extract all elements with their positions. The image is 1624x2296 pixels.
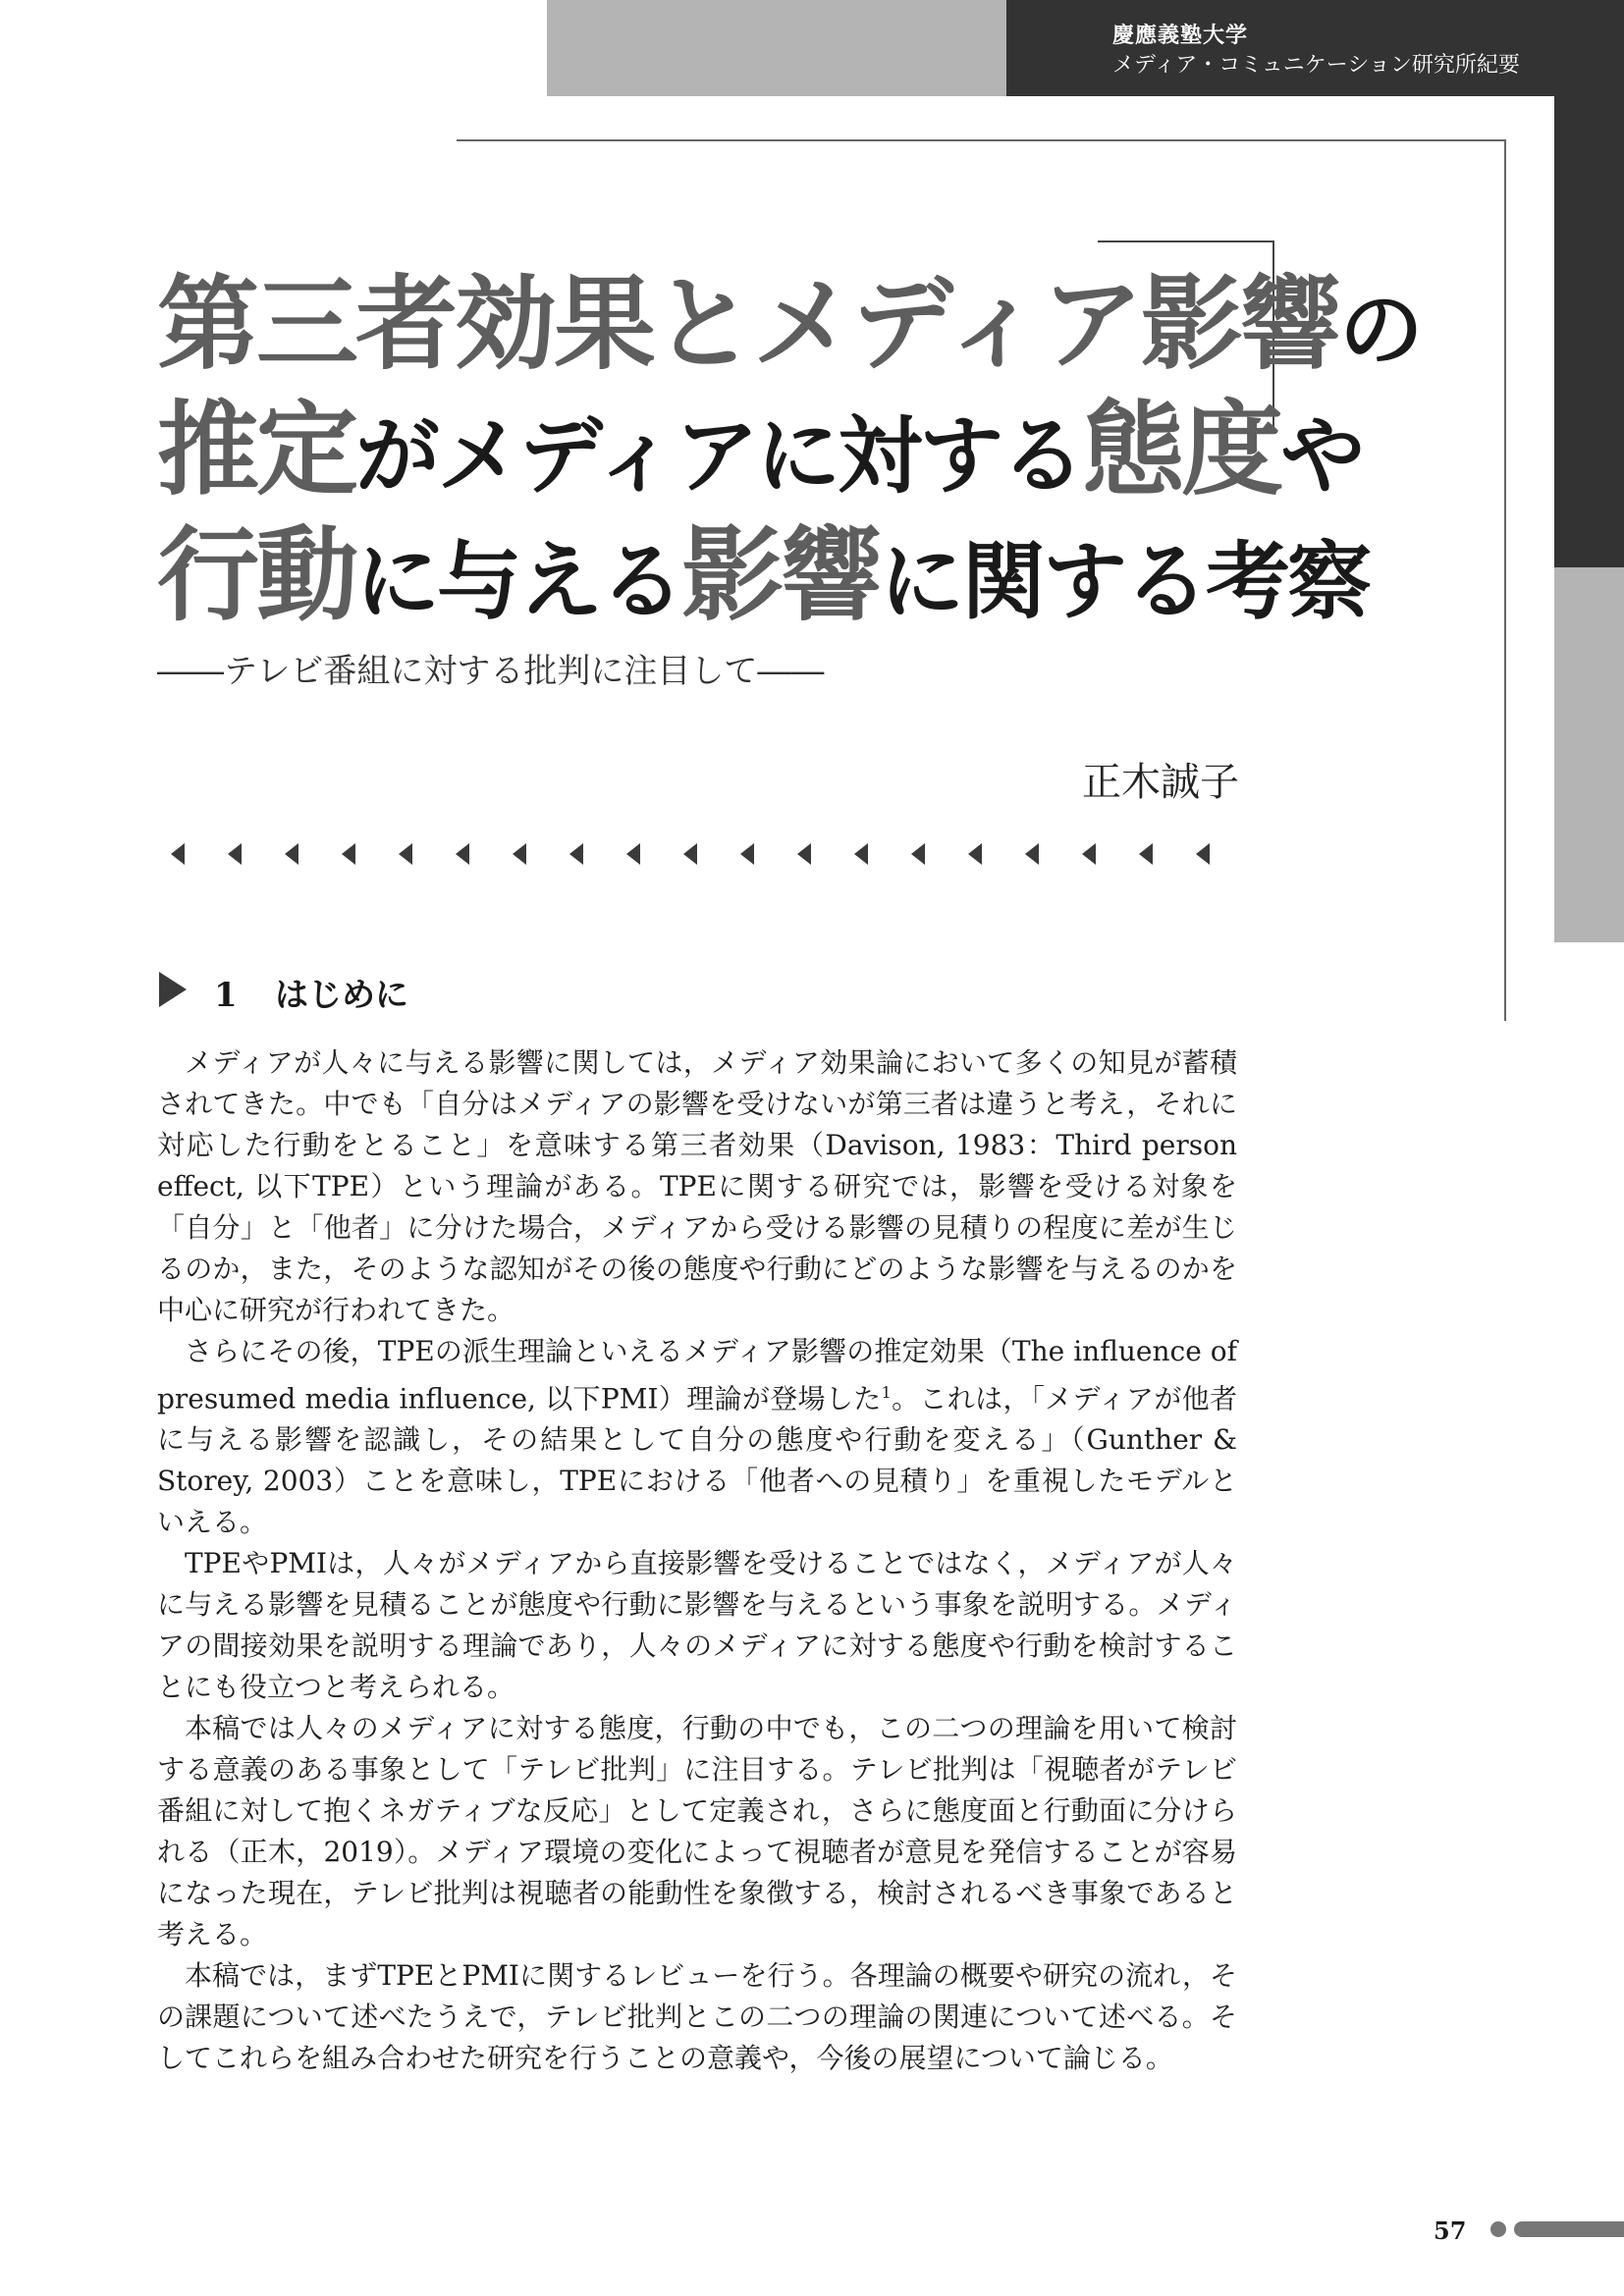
left-triangle-icon (456, 843, 469, 865)
article-body (157, 1042, 1237, 2079)
title-line-3 (157, 514, 1370, 640)
header-gray-band (547, 0, 1006, 96)
title-segment: 態度 (1082, 390, 1281, 509)
footer-bar (1514, 2221, 1624, 2237)
section-number: 1 (214, 976, 238, 1015)
left-triangle-icon (968, 843, 982, 865)
left-triangle-icon (1196, 843, 1210, 865)
footer-dot (1490, 2221, 1506, 2237)
triangle-divider (157, 839, 1237, 869)
left-triangle-icon (1025, 843, 1039, 865)
paragraph-text: 。これは，「メディアが他者に与える影響を認識し，その結果として自分の態度や行動を変える」（Gunther & Storey, 2003）ことを意味し，TPEにおける「他者への見積り」を重視したモデルといえる。 (157, 1382, 1238, 1539)
left-triangle-icon (228, 843, 242, 865)
left-triangle-icon (285, 843, 298, 865)
paragraph-text: さらにその後，TPEの派生理論といえるメディア影響の推定効果（The influence of presumed media influence, 以下PMI）理論が登場した (157, 1335, 1237, 1415)
title-segment: 影響 (681, 515, 881, 635)
left-triangle-icon (399, 843, 412, 865)
journal-header (1112, 22, 1520, 80)
section-heading (214, 968, 408, 1016)
left-triangle-icon (1139, 843, 1153, 865)
title-segment: がメディアに対する (355, 407, 1083, 506)
section-title: はじめに (275, 976, 408, 1015)
paragraph: 本稿では人々のメディアに対する態度，行動の中でも，この二つの理論を用いて検討する意義のある事象として「テレビ批判」に注目する。テレビ批判は「視聴者がテレビ番組に対して抱くネガティブな反応」として定義され，さらに態度面と行動面に分けられる（正木，2019）。メディア環境の変化によって視聴者が意見を発信することが容易になった現在，テレビ批判は視聴者の能動性を象徴する，検討されるべき事象であると考える。 (157, 1712, 1237, 1951)
left-triangle-icon (342, 843, 355, 865)
title-segment: 行動 (157, 515, 356, 635)
title-segment: に与える (355, 533, 682, 631)
journal-name: メディア・コミュニケーション研究所紀要 (1112, 53, 1520, 78)
frame-line-top (457, 139, 1505, 141)
side-tab-dark (1554, 96, 1624, 567)
left-triangle-icon (171, 843, 185, 865)
paragraph: メディアが人々に与える影響に関しては，メディア効果論において多くの知見が蓄積されてきた。中でも「自分はメディアの影響を受けないが第三者は違うと考え，それに対応した行動をとること」を意味する第三者効果（Davison, 1983：Third person effect, 以下TPE）という理論がある。TPEに関する研究では，影響を受ける対象を「自分」と「他者」に分けた場合，メディアから受ける影響の見積りの程度に差が生じるのか，また，そのような認知がその後の態度や行動にどのような影響を与えるのかを中心に研究が行われてきた。 (157, 1046, 1237, 1326)
article-title (157, 263, 1421, 640)
left-triangle-icon (740, 843, 754, 865)
title-segment: の (1338, 282, 1421, 380)
title-line-2 (157, 389, 1363, 514)
frame-line-right (1504, 139, 1506, 1021)
left-triangle-icon (911, 843, 925, 865)
paragraph: TPEやPMIは，人々がメディアから直接影響を受けることではなく，メディアが人々に与える影響を見積ることが態度や行動に影響を与えるという事象を説明する。メディアの間接効果を説明する理論であり，人々のメディアに対する態度や行動を検討することにも役立つと考えられる。 (157, 1547, 1237, 1704)
left-triangle-icon (513, 843, 526, 865)
left-triangle-icon (626, 843, 640, 865)
title-segment: や (1280, 407, 1363, 506)
section-arrow-icon (157, 970, 189, 1009)
side-tab-gray (1554, 567, 1624, 942)
left-triangle-icon (854, 843, 868, 865)
title-line-1 (157, 263, 1421, 389)
title-bracket-top (1098, 240, 1274, 242)
title-segment: 推定 (157, 390, 356, 509)
paragraph: 本稿では，まずTPEとPMIに関するレビューを行う。各理論の概要や研究の流れ，その課題について述べたうえで，テレビ批判とこの二つの理論の関連について述べる。そしてこれらを組み合わせた研究を行うことの意義や，今後の展望について論じる。 (157, 1959, 1237, 2075)
footnote-ref[interactable]: 1 (881, 1383, 892, 1402)
left-triangle-icon (1082, 843, 1096, 865)
title-segment: に関する考察 (880, 533, 1370, 631)
title-segment: 第三者効果とメディア影響 (157, 264, 1339, 384)
left-triangle-icon (683, 843, 697, 865)
left-triangle-icon (797, 843, 811, 865)
paragraph (157, 1331, 1237, 1543)
university-name: 慶應義塾大学 (1112, 24, 1249, 48)
author-name: 正木誠子 (1082, 760, 1239, 805)
article-subtitle: ――テレビ番組に対する批判に注目して―― (157, 652, 825, 691)
left-triangle-icon (569, 843, 583, 865)
page-number: 57 (1434, 2216, 1467, 2245)
